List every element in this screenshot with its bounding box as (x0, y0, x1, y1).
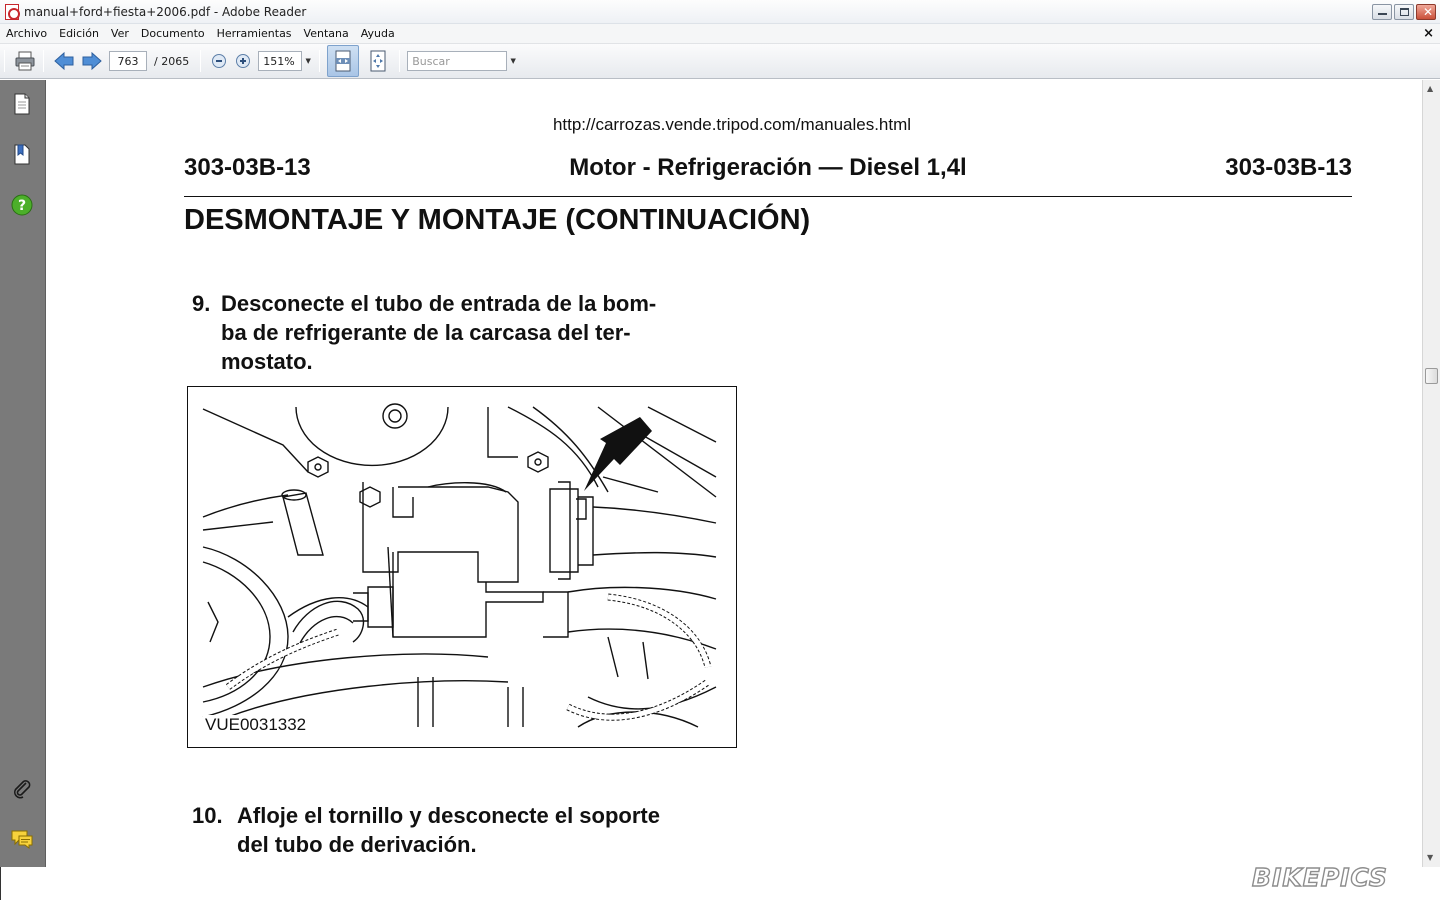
help-icon (10, 193, 34, 217)
bookmarks-icon (10, 142, 34, 166)
step-number: 10. (192, 803, 223, 828)
toolbar-separator (43, 50, 44, 72)
pages-button[interactable] (10, 92, 34, 116)
scroll-up-icon[interactable]: ▲ (1427, 84, 1434, 93)
page-header-left: 303-03B-13 (184, 154, 311, 181)
pages-icon (10, 92, 34, 116)
window-title: manual+ford+fiesta+2006.pdf - Adobe Reader (24, 4, 307, 19)
menu-ayuda[interactable]: Ayuda (360, 26, 395, 40)
toolbar-grip (4, 50, 5, 72)
document-view[interactable] (46, 80, 1422, 867)
toolbar-separator (319, 50, 320, 72)
scrollbar-thumb[interactable] (1425, 368, 1438, 384)
print-icon (14, 50, 36, 72)
close-document-button[interactable]: × (1423, 26, 1434, 41)
zoom-out-icon (211, 53, 227, 69)
close-button[interactable] (1416, 4, 1436, 20)
toolbar-separator (399, 50, 400, 72)
close-icon: ✕ (1423, 5, 1434, 19)
scroll-down-icon[interactable]: ▼ (1427, 853, 1434, 862)
print-button[interactable] (12, 48, 38, 74)
page-header-right: 303-03B-13 (1225, 154, 1352, 181)
header-rule (184, 196, 1352, 197)
next-page-icon (81, 50, 103, 72)
step-line: Afloje el tornillo y desconecte el soporte (237, 803, 660, 828)
next-page-button[interactable] (79, 48, 105, 74)
comments-button[interactable] (10, 827, 34, 851)
step-text (237, 801, 777, 859)
step-text (221, 289, 761, 376)
pointer-arrow (584, 417, 652, 491)
step-line: Desconecte el tubo de entrada de la bom- (221, 291, 657, 316)
menu-archivo[interactable]: Archivo (6, 26, 48, 40)
window-edge (0, 867, 1, 900)
previous-page-button[interactable] (51, 48, 77, 74)
search-dropdown-icon[interactable]: ▼ (510, 57, 516, 65)
step-line: del tubo de derivación. (237, 832, 477, 857)
zoom-input[interactable] (258, 51, 302, 71)
previous-page-icon (53, 50, 75, 72)
page-number-input[interactable] (109, 51, 147, 71)
watermark-logo (1222, 860, 1418, 894)
technical-illustration (187, 386, 737, 748)
bookmarks-button[interactable] (10, 142, 34, 166)
toolbar (0, 44, 1440, 79)
menu-edicion[interactable]: Edición (59, 26, 99, 40)
menu-herramientas[interactable]: Herramientas (216, 26, 292, 40)
restore-button[interactable] (1394, 4, 1414, 20)
fit-page-icon (368, 50, 388, 72)
zoom-in-icon (235, 53, 251, 69)
menu-ventana[interactable]: Ventana (303, 26, 349, 40)
vertical-scrollbar[interactable] (1422, 80, 1440, 867)
page-header-title: Motor - Refrigeración — Diesel 1,4l (569, 154, 967, 181)
toolbar-separator (200, 50, 201, 72)
step-line: mostato. (221, 349, 313, 374)
adobe-pdf-icon (5, 4, 19, 20)
step-9 (192, 289, 752, 379)
chevron-down-icon[interactable]: ▼ (305, 57, 311, 65)
fit-width-icon (333, 50, 353, 72)
title-bar (0, 0, 1440, 24)
restore-icon (1400, 8, 1409, 16)
watermark-text: BIKEPICS (1252, 863, 1388, 892)
fit-width-button[interactable] (327, 45, 359, 77)
step-line: ba de refrigerante de la carcasa del ter- (221, 320, 631, 345)
attachments-button[interactable] (10, 777, 34, 801)
menu-bar (0, 24, 1440, 44)
menu-ver[interactable]: Ver (110, 26, 129, 40)
page-url: http://carrozas.vende.tripod.com/manuales.html (552, 115, 912, 134)
zoom-in-button[interactable] (232, 48, 254, 74)
minimize-icon (1378, 13, 1387, 15)
svg-text:?: ? (17, 198, 27, 214)
zoom-out-button[interactable] (208, 48, 230, 74)
fit-page-button[interactable] (365, 48, 391, 74)
step-10 (192, 801, 772, 861)
step-number: 9. (192, 291, 211, 316)
comments-icon (10, 827, 34, 851)
search-input[interactable] (407, 51, 507, 71)
page-total: / 2065 (154, 54, 190, 68)
attachments-icon (10, 777, 34, 801)
help-button[interactable] (10, 193, 34, 217)
engine-diagram (188, 387, 736, 747)
minimize-button[interactable] (1372, 4, 1392, 20)
section-title: DESMONTAJE Y MONTAJE (CONTINUACIÓN) (184, 204, 811, 236)
menu-documento[interactable]: Documento (140, 26, 205, 40)
navigation-pane (0, 80, 46, 867)
window-controls (1372, 4, 1436, 20)
zoom-select[interactable] (258, 51, 314, 71)
figure-label: VUE0031332 (205, 715, 307, 734)
